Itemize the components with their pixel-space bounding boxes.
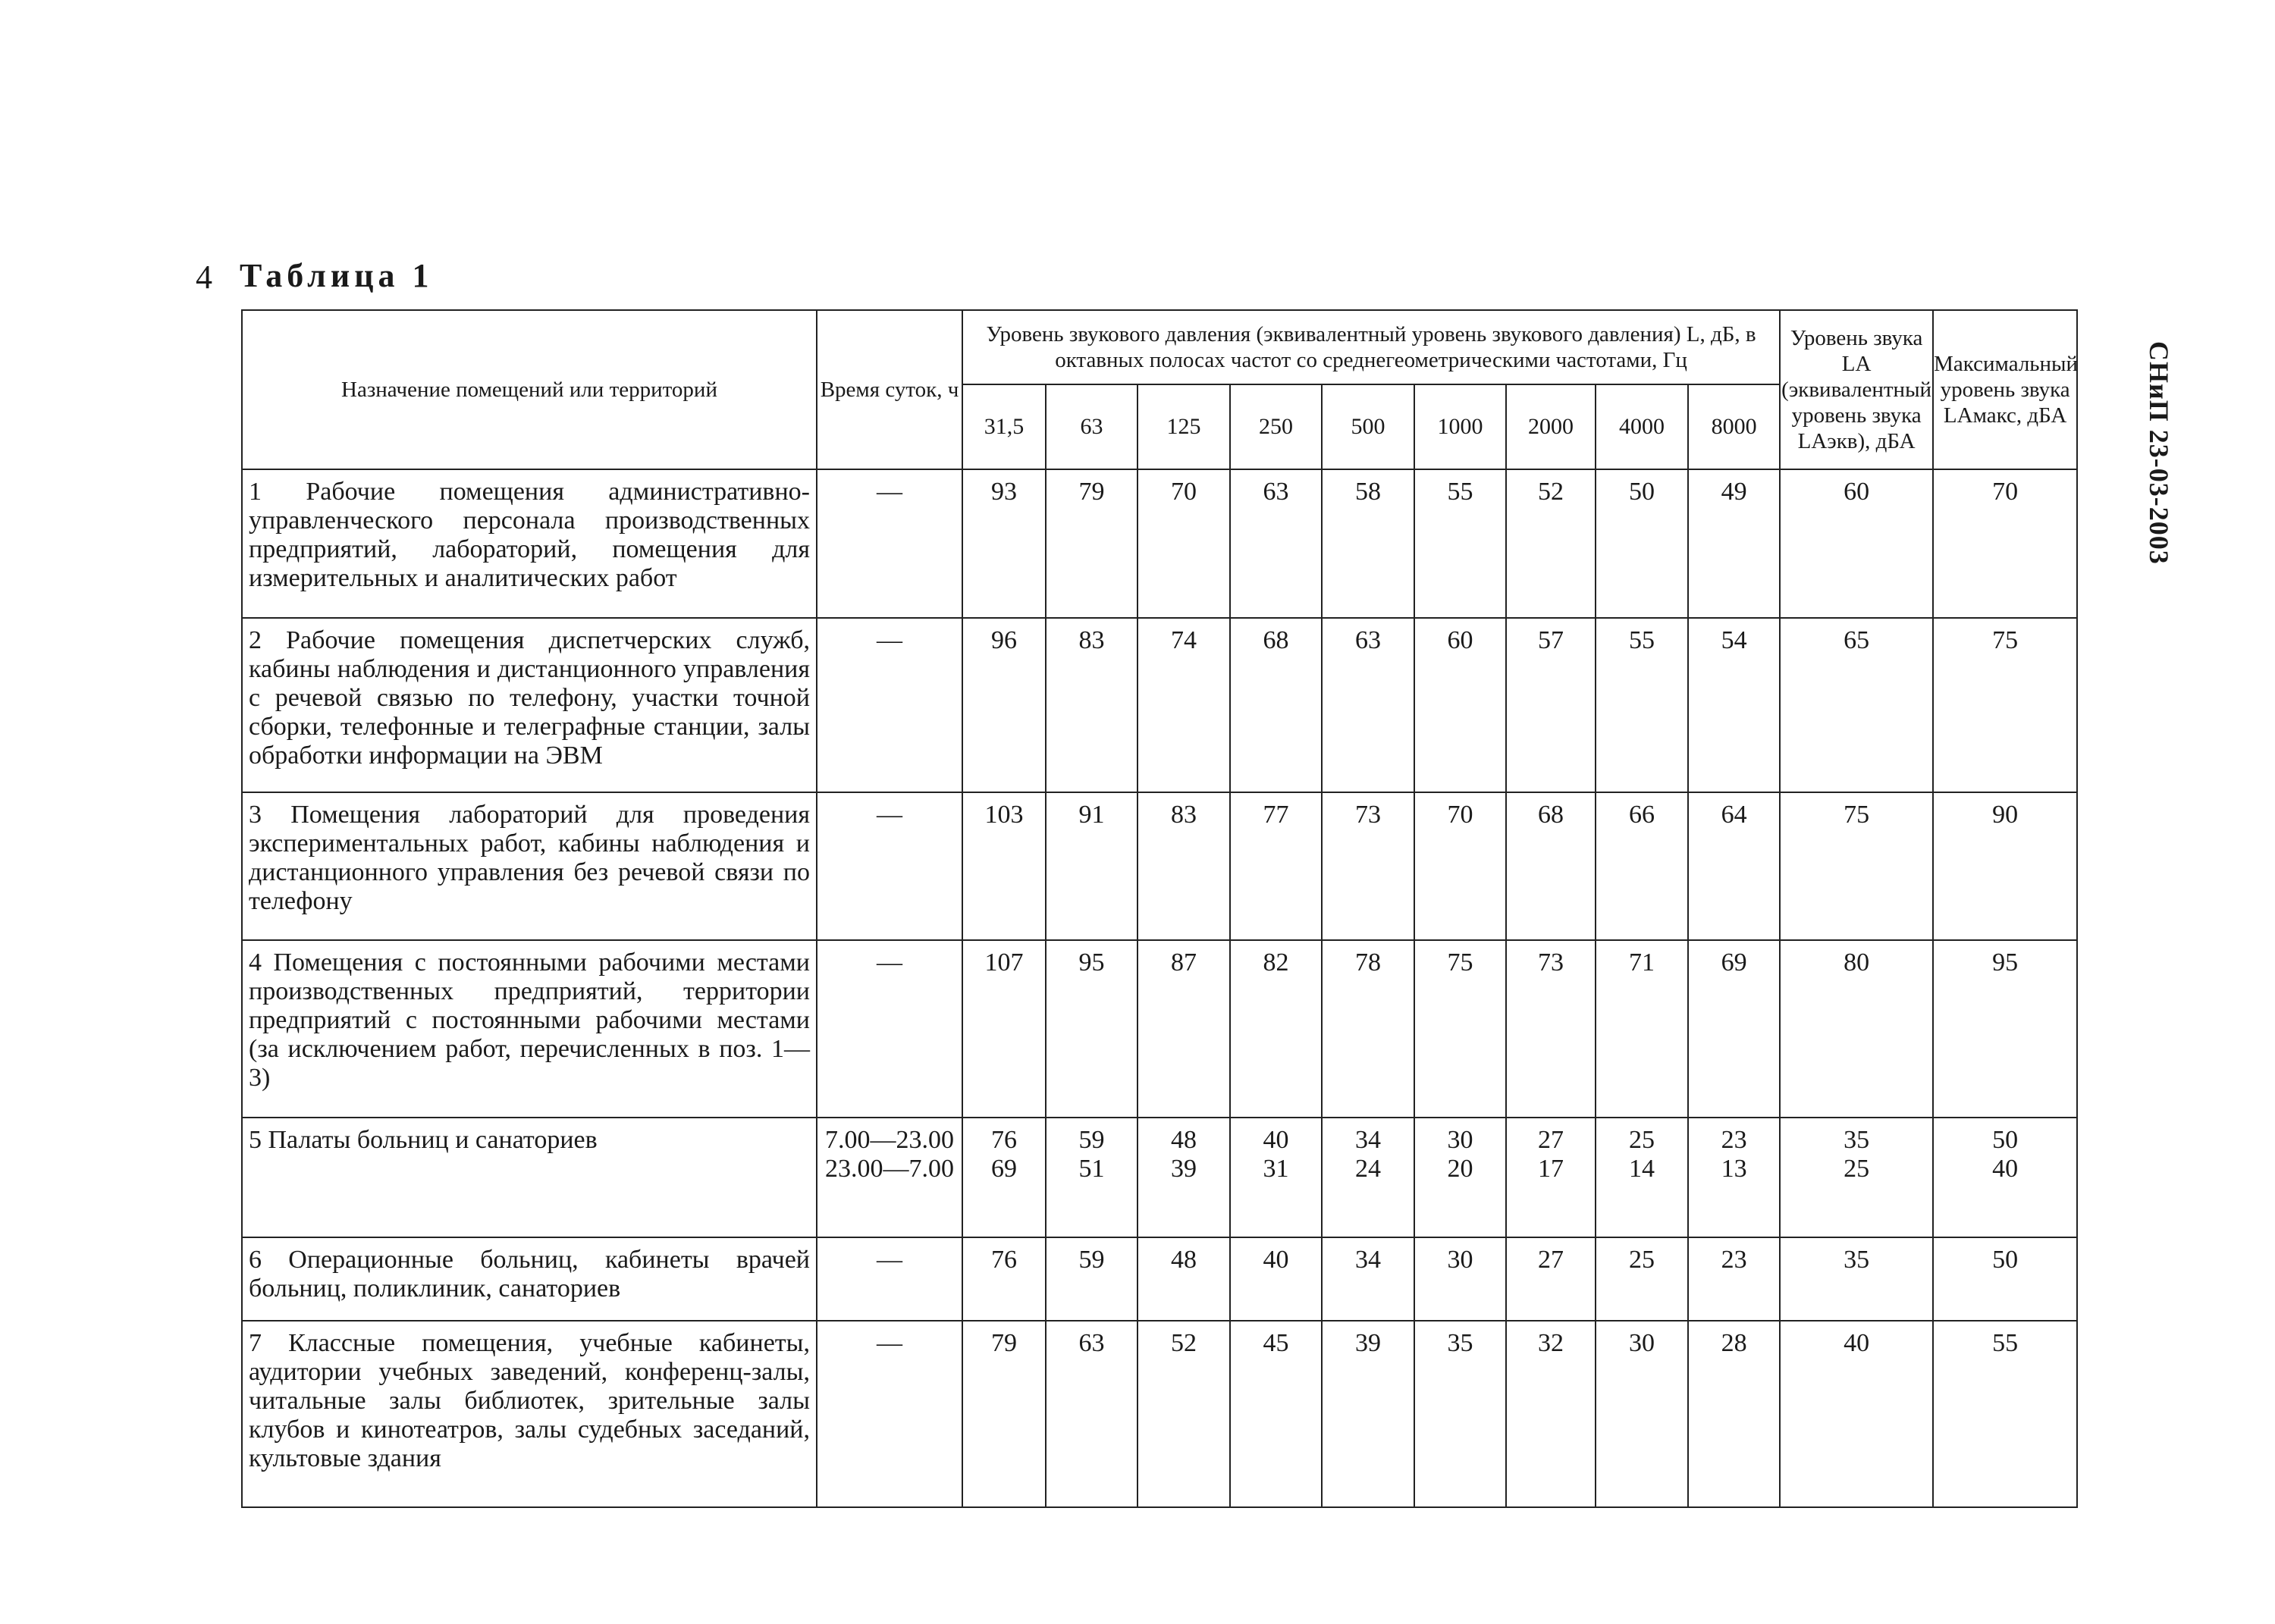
sound-level-la-value: 35 [1844,1246,1870,1274]
sound-pressure-level-value: 40 [1263,1126,1289,1154]
sound-level-la-value: 35 [1844,1126,1870,1154]
sound-pressure-level [962,1237,1046,1321]
sound-pressure-level [1138,940,1230,1118]
time-of-day-value: — [877,801,902,829]
sound-pressure-level-value: 63 [1263,478,1289,506]
time-of-day [817,792,962,940]
sound-pressure-level [1046,792,1138,940]
sound-pressure-level-value: 50 [1629,478,1655,506]
sound-pressure-level-value: 68 [1538,801,1564,829]
sound-pressure-level [1138,618,1230,792]
sound-pressure-level-value: 25 [1629,1126,1655,1154]
header-frequency: 4000 [1596,384,1688,469]
sound-pressure-level-value: 52 [1538,478,1564,506]
sound-pressure-level-value: 57 [1538,626,1564,654]
sound-pressure-level [1506,618,1596,792]
sound-pressure-level [1046,940,1138,1118]
time-of-day-value: — [877,1329,902,1357]
sound-pressure-level-value: 87 [1171,948,1197,977]
time-of-day [817,1237,962,1321]
sound-pressure-level [962,940,1046,1118]
max-sound-level-value: 70 [1992,478,2019,506]
table-row [242,792,2077,940]
header-la: Уровень звука LA (эквивалентный уровень звука LAэкв), дБА [1780,310,1933,469]
sound-pressure-level-value: 59 [1078,1126,1105,1154]
sound-pressure-level [1046,1321,1138,1507]
sound-pressure-level-value: 49 [1721,478,1747,506]
time-of-day-value: — [877,478,902,506]
sound-pressure-level-value: 91 [1078,801,1105,829]
sound-level-la [1780,940,1933,1118]
sound-pressure-level [1046,1237,1138,1321]
header-frequency: 500 [1322,384,1414,469]
time-of-day [817,469,962,618]
sound-pressure-level [1596,618,1688,792]
sound-pressure-level [1414,940,1506,1118]
max-sound-level-value: 50 [1992,1126,2019,1154]
sound-pressure-level-value: 103 [984,801,1024,829]
sound-level-la [1780,469,1933,618]
sound-pressure-level-value: 27 [1538,1246,1564,1274]
sound-pressure-level [1138,792,1230,940]
sound-pressure-level [1688,1118,1780,1237]
time-of-day-value: — [877,1246,902,1274]
sound-pressure-level [962,1321,1046,1507]
document-code: СНиП 23-03-2003 [2144,341,2174,565]
sound-pressure-level-value: 51 [1078,1155,1105,1183]
sound-pressure-level-value: 71 [1629,948,1655,977]
sound-level-la-value: 40 [1844,1329,1870,1357]
sound-pressure-level [1138,1237,1230,1321]
max-sound-level-value: 50 [1992,1246,2019,1274]
sound-pressure-level [1506,469,1596,618]
sound-pressure-level-value: 74 [1171,626,1197,654]
sound-level-la [1780,1237,1933,1321]
sound-pressure-level-value: 23 [1721,1126,1747,1154]
sound-pressure-level [1688,1237,1780,1321]
sound-pressure-level-value: 77 [1263,801,1289,829]
sound-pressure-level [1322,618,1414,792]
sound-pressure-level-value: 30 [1447,1126,1473,1154]
sound-pressure-level-value: 69 [1721,948,1747,977]
sound-pressure-level-value: 64 [1721,801,1747,829]
sound-pressure-level [1322,940,1414,1118]
sound-pressure-level-value: 17 [1538,1155,1564,1183]
sound-pressure-level [1688,618,1780,792]
max-sound-level [1933,940,2077,1118]
sound-pressure-level-value: 34 [1355,1246,1381,1274]
sound-pressure-level-value: 59 [1078,1246,1105,1274]
sound-pressure-level-value: 24 [1355,1155,1381,1183]
max-sound-level-value: 40 [1992,1155,2019,1183]
sound-pressure-level [1230,792,1322,940]
time-of-day [817,1118,962,1237]
sound-pressure-level [1414,618,1506,792]
room-purpose: 5 Палаты больниц и санаториев [242,1118,817,1237]
sound-pressure-level-value: 30 [1447,1246,1473,1274]
sound-pressure-level [1414,1321,1506,1507]
max-sound-level [1933,1237,2077,1321]
sound-pressure-level-value: 34 [1355,1126,1381,1154]
sound-pressure-level-value: 20 [1447,1155,1473,1183]
sound-pressure-level-value: 39 [1171,1155,1197,1183]
sound-pressure-level [1596,1118,1688,1237]
sound-pressure-level [1506,792,1596,940]
sound-pressure-level-value: 75 [1447,948,1473,977]
sound-pressure-level-value: 63 [1078,1329,1105,1357]
sound-pressure-level [1230,1237,1322,1321]
sound-pressure-level [1230,940,1322,1118]
sound-pressure-level [1688,940,1780,1118]
sound-pressure-level-value: 60 [1447,626,1473,654]
sound-pressure-level-value: 76 [991,1126,1017,1154]
sound-pressure-level-value: 48 [1171,1126,1197,1154]
max-sound-level-value: 90 [1992,801,2019,829]
header-time: Время суток, ч [817,310,962,469]
header-frequency: 31,5 [962,384,1046,469]
sound-pressure-level [1596,1237,1688,1321]
sound-pressure-level [1230,1118,1322,1237]
room-purpose: 6 Операционные больниц, кабинеты врачей больниц, поликлиник, санаториев [242,1237,817,1321]
page-number: 4 [196,259,212,296]
room-purpose: 3 Помещения лабораторий для проведения экспериментальных работ, кабины наблюдения и дистанционного управления без речевой связи по телефону [242,792,817,940]
sound-pressure-level-value: 54 [1721,626,1747,654]
sound-pressure-level-value: 52 [1171,1329,1197,1357]
sound-pressure-level-value: 76 [991,1246,1017,1274]
sound-pressure-level [1046,1118,1138,1237]
sound-pressure-level [962,1118,1046,1237]
sound-pressure-level-value: 39 [1355,1329,1381,1357]
time-of-day-value: 7.00—23.00 [825,1126,954,1154]
sound-pressure-level [1688,469,1780,618]
sound-pressure-level [1230,618,1322,792]
header-frequency: 1000 [1414,384,1506,469]
sound-pressure-level [1322,792,1414,940]
sound-pressure-level-value: 58 [1355,478,1381,506]
sound-pressure-level-value: 32 [1538,1329,1564,1357]
max-sound-level-value: 55 [1992,1329,2019,1357]
sound-pressure-level [1506,1118,1596,1237]
sound-pressure-level-value: 79 [1078,478,1105,506]
sound-level-la [1780,1118,1933,1237]
sound-pressure-level-value: 73 [1355,801,1381,829]
sound-pressure-level [1414,1118,1506,1237]
header-spl: Уровень звукового давления (эквивалентный уровень звукового давления) L, дБ, в октавных полосах частот со среднегеометрическими частотами, Гц [962,310,1780,384]
room-purpose: 1 Рабочие помещения административно-управленческого персонала производственных предприятий, лабораторий, помещения для измерительных и аналитических работ [242,469,817,618]
sound-pressure-level-value: 40 [1263,1246,1289,1274]
sound-pressure-level-value: 66 [1629,801,1655,829]
sound-pressure-level [1230,469,1322,618]
sound-pressure-level-value: 35 [1447,1329,1473,1357]
header-frequency: 250 [1230,384,1322,469]
noise-levels-table [241,309,2078,1508]
sound-pressure-level [962,792,1046,940]
sound-pressure-level [962,618,1046,792]
header-frequency: 8000 [1688,384,1780,469]
max-sound-level-value: 95 [1992,948,2019,977]
sound-pressure-level [962,469,1046,618]
time-of-day-value: 23.00—7.00 [825,1155,954,1183]
sound-level-la-value: 80 [1844,948,1870,977]
time-of-day-value: — [877,626,902,654]
sound-pressure-level [1506,940,1596,1118]
sound-pressure-level [1046,469,1138,618]
sound-pressure-level [1414,1237,1506,1321]
table-row [242,618,2077,792]
sound-pressure-level [1322,1118,1414,1237]
room-purpose: 2 Рабочие помещения диспетчерских служб, кабины наблюдения и дистанционного управления с речевой связью по телефону, участки точной сборки, телефонные и телеграфные станции, залы обработки информации на ЭВМ [242,618,817,792]
sound-pressure-level-value: 55 [1447,478,1473,506]
header-frequency: 125 [1138,384,1230,469]
sound-pressure-level-value: 63 [1355,626,1381,654]
max-sound-level-value: 75 [1992,626,2019,654]
sound-pressure-level-value: 83 [1171,801,1197,829]
table-title: Таблица 1 [240,257,434,294]
sound-level-la [1780,618,1933,792]
sound-pressure-level [1596,940,1688,1118]
sound-pressure-level-value: 13 [1721,1155,1747,1183]
sound-pressure-level-value: 68 [1263,626,1289,654]
sound-pressure-level-value: 25 [1629,1246,1655,1274]
table-row [242,1321,2077,1507]
header-lmax: Максимальный уровень звука LAмакс, дБА [1933,310,2077,469]
sound-pressure-level-value: 78 [1355,948,1381,977]
max-sound-level [1933,792,2077,940]
sound-level-la [1780,792,1933,940]
sound-pressure-level [1596,469,1688,618]
sound-pressure-level-value: 107 [984,948,1024,977]
sound-pressure-level [1596,1321,1688,1507]
sound-pressure-level [1322,1321,1414,1507]
time-of-day [817,618,962,792]
sound-pressure-level-value: 27 [1538,1126,1564,1154]
sound-pressure-level-value: 70 [1447,801,1473,829]
sound-pressure-level-value: 93 [991,478,1017,506]
time-of-day [817,940,962,1118]
sound-pressure-level [1596,792,1688,940]
sound-pressure-level [1046,618,1138,792]
table-row [242,1237,2077,1321]
sound-pressure-level-value: 82 [1263,948,1289,977]
max-sound-level [1933,469,2077,618]
sound-pressure-level-value: 69 [991,1155,1017,1183]
room-purpose: 4 Помещения с постоянными рабочими местами производственных предприятий, территории предприятий с постоянными рабочими местами (за исключением работ, перечисленных в поз. 1—3) [242,940,817,1118]
sound-pressure-level [1322,1237,1414,1321]
sound-level-la [1780,1321,1933,1507]
sound-level-la-value: 25 [1844,1155,1870,1183]
room-purpose: 7 Классные помещения, учебные кабинеты, аудитории учебных заведений, конференц-залы, читальные залы библиотек, зрительные залы клубов и кинотеатров, залы судебных заседаний, культовые здания [242,1321,817,1507]
sound-pressure-level [1414,469,1506,618]
sound-pressure-level-value: 83 [1078,626,1105,654]
sound-pressure-level-value: 70 [1171,478,1197,506]
sound-pressure-level [1138,1321,1230,1507]
sound-pressure-level [1414,792,1506,940]
table-row [242,469,2077,618]
sound-level-la-value: 60 [1844,478,1870,506]
header-frequency: 2000 [1506,384,1596,469]
sound-pressure-level [1506,1237,1596,1321]
sound-pressure-level-value: 96 [991,626,1017,654]
sound-pressure-level-value: 55 [1629,626,1655,654]
sound-pressure-level-value: 23 [1721,1246,1747,1274]
sound-pressure-level-value: 14 [1629,1155,1655,1183]
sound-pressure-level [1688,792,1780,940]
sound-pressure-level [1138,469,1230,618]
header-name: Назначение помещений или территорий [242,310,817,469]
sound-level-la-value: 75 [1844,801,1870,829]
sound-pressure-level [1138,1118,1230,1237]
max-sound-level [1933,1118,2077,1237]
sound-pressure-level-value: 95 [1078,948,1105,977]
sound-pressure-level [1506,1321,1596,1507]
sound-pressure-level-value: 31 [1263,1155,1289,1183]
sound-pressure-level-value: 48 [1171,1246,1197,1274]
table-row [242,940,2077,1118]
sound-pressure-level-value: 79 [991,1329,1017,1357]
time-of-day-value: — [877,948,902,977]
header-frequency: 63 [1046,384,1138,469]
max-sound-level [1933,1321,2077,1507]
max-sound-level [1933,618,2077,792]
sound-level-la-value: 65 [1844,626,1870,654]
sound-pressure-level [1230,1321,1322,1507]
sound-pressure-level-value: 73 [1538,948,1564,977]
sound-pressure-level-value: 28 [1721,1329,1747,1357]
sound-pressure-level [1688,1321,1780,1507]
sound-pressure-level [1322,469,1414,618]
sound-pressure-level-value: 30 [1629,1329,1655,1357]
table-row [242,1118,2077,1237]
sound-pressure-level-value: 45 [1263,1329,1289,1357]
time-of-day [817,1321,962,1507]
